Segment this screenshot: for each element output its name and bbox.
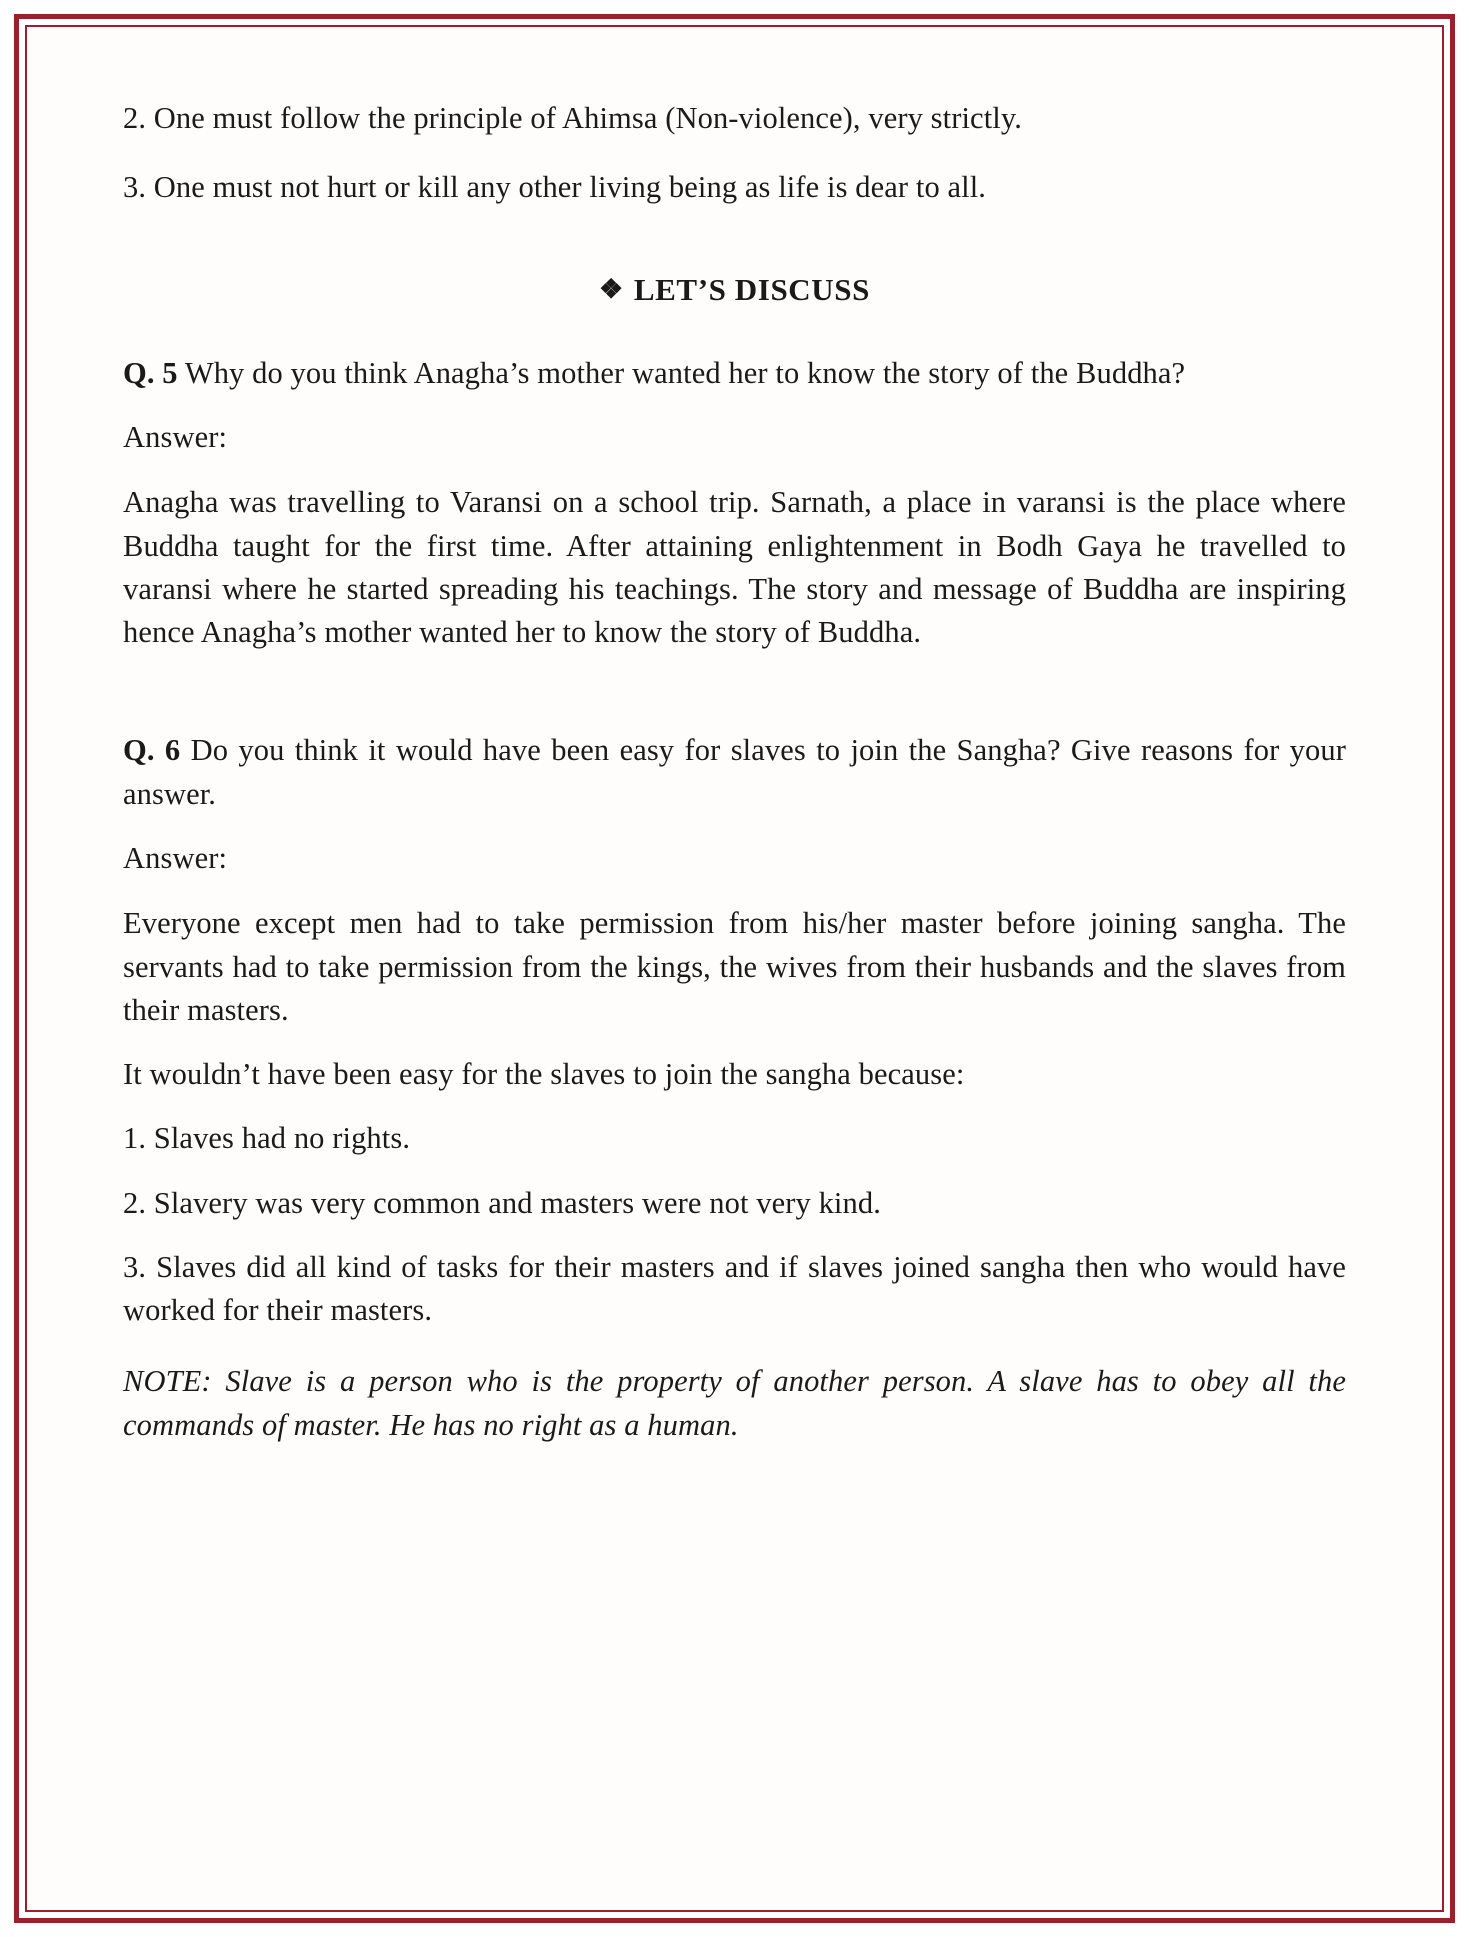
answer-label-5: Answer: [123, 419, 228, 454]
question-5-text: Why do you think Anagha’s mother wanted her to know the story of the Buddha? [184, 355, 1186, 390]
note-text: NOTE: Slave is a person who is the property of another person. A slave has to obey all the commands of master. He has no right as a human. [123, 1363, 1346, 1442]
question-5-label: Q. 5 [123, 355, 178, 390]
question-5 [123, 352, 1346, 395]
section-heading [123, 268, 1346, 312]
question-6-text: Do you think it would have been easy for slaves to join the Sangha? Give reasons for your answer. [123, 733, 1346, 811]
answer-paragraph-5-1: Anagha was travelling to Varansi on a school trip. Sarnath, a place in varansi is the place where Buddha taught for the first time. After attaining enlightenment in Bodh Gaya he travelled to varansi where he started spreading his teachings. The story and message of Buddha are inspiring hence Anagha’s mother wanted her to know the story of Buddha. [123, 485, 1346, 650]
page-content [123, 97, 1346, 1447]
diamond-bullet-icon: ❖ [599, 273, 624, 304]
question-block-6 [123, 729, 1346, 1447]
answer-paragraph-6-2: It wouldn’t have been easy for the slaves to join the sangha because: [123, 1057, 965, 1092]
numbered-point-2: 2. One must follow the principle of Ahimsa (Non-violence), very strictly. [123, 101, 1022, 135]
answer-paragraph-6-1: Everyone except men had to take permission from his/her master before joining sangha. The servants had to take permission from the kings, the wives from their husbands and the slaves from their masters. [123, 906, 1346, 1027]
answer-label-6: Answer: [123, 840, 228, 875]
section-heading-text: LET’S DISCUSS [633, 271, 870, 307]
page-border-inner [25, 25, 1444, 1912]
reason-item-2: 2. Slavery was very common and masters were not very kind. [123, 1185, 881, 1220]
reason-item-3: 3. Slaves did all kind of tasks for their masters and if slaves joined sangha then who would have worked for their masters. [123, 1250, 1346, 1328]
block-spacer [123, 675, 1346, 729]
question-block-5 [123, 352, 1346, 655]
page-border-outer [14, 14, 1455, 1923]
reason-item-1: 1. Slaves had no rights. [123, 1121, 411, 1156]
numbered-point-3: 3. One must not hurt or kill any other living being as life is dear to all. [123, 170, 987, 205]
question-6-label: Q. 6 [123, 733, 181, 768]
question-6 [123, 729, 1346, 816]
